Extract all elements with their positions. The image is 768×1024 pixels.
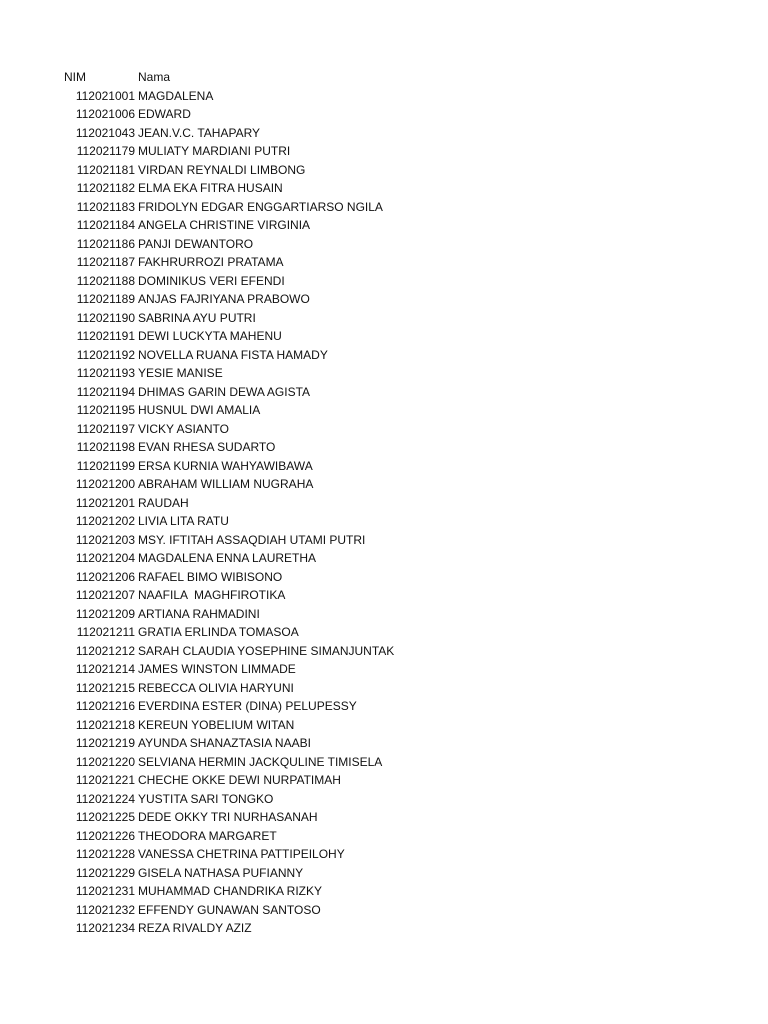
nama-cell: THEODORA MARGARET [138, 828, 277, 843]
table-row [0, 642, 768, 661]
nim-cell: 112021220 [75, 754, 135, 769]
table-row [0, 901, 768, 920]
table-row [0, 309, 768, 328]
table-row [0, 142, 768, 161]
nim-cell: 112021192 [76, 347, 135, 362]
nama-cell: NOVELLA RUANA FISTA HAMADY [138, 347, 328, 362]
nama-cell: YUSTITA SARI TONGKO [138, 791, 274, 806]
nama-cell: FAKHRURROZI PRATAMA [138, 255, 284, 269]
nim-cell: 112021209 [75, 606, 135, 621]
table-row [0, 827, 768, 846]
table-row [0, 198, 768, 217]
table-row [0, 457, 768, 476]
nim-cell: 112021197 [76, 421, 135, 436]
table-row [0, 845, 768, 864]
nim-cell: 112021226 [75, 828, 135, 843]
nama-cell: ABRAHAM WILLIAM NUGRAHA [138, 477, 314, 491]
nama-cell: YESIE MANISE [138, 366, 223, 380]
nama-cell: VICKY ASIANTO [138, 421, 229, 436]
table-row [0, 253, 768, 272]
nama-cell: ANGELA CHRISTINE VIRGINIA [138, 218, 311, 232]
nama-cell: SARAH CLAUDIA YOSEPHINE SIMANJUNTAK [138, 643, 395, 658]
nama-cell: MAGDALENA [138, 88, 214, 103]
nim-cell: 112021229 [75, 865, 135, 880]
table-row [0, 605, 768, 624]
table-row [0, 586, 768, 605]
nim-cell: 112021221 [75, 773, 135, 787]
nim-cell: 112021231 [75, 884, 135, 898]
table-row [0, 568, 768, 587]
nim-cell: 112021200 [75, 477, 135, 491]
nama-cell: JAMES WINSTON LIMMADE [138, 662, 296, 676]
nim-cell: 112021212 [75, 643, 135, 658]
nama-cell: HUSNUL DWI AMALIA [138, 403, 261, 417]
nim-cell: 112021211 [76, 625, 135, 639]
nama-cell: PANJI DEWANTORO [138, 236, 254, 251]
table-row [0, 272, 768, 291]
nama-cell: NAAFILA MAGHFIROTIKA [138, 588, 286, 602]
nim-cell: 112021206 [75, 569, 135, 584]
table-row [0, 438, 768, 457]
nama-cell: SABRINA AYU PUTRI [138, 310, 256, 325]
nim-cell: 112021191 [76, 329, 135, 343]
nim-cell: 112021181 [76, 162, 135, 177]
nama-cell: VIRDAN REYNALDI LIMBONG [138, 162, 306, 177]
nim-cell: 112021188 [76, 273, 135, 288]
table-row [0, 494, 768, 513]
nim-cell: 112021225 [75, 810, 135, 824]
nama-cell: EDWARD [138, 107, 191, 121]
nim-cell: 112021224 [75, 791, 135, 806]
nim-cell: 112021199 [76, 458, 135, 473]
nama-cell: GRATIA ERLINDA TOMASOA [138, 625, 299, 639]
table-row [0, 679, 768, 698]
nim-cell: 112021179 [76, 144, 135, 158]
nim-cell: 112021001 [75, 88, 135, 103]
nim-column-header: NIM [64, 70, 86, 84]
nama-cell: DOMINIKUS VERI EFENDI [138, 273, 285, 288]
nama-cell: ARTIANA RAHMADINI [138, 606, 260, 621]
table-row [0, 697, 768, 716]
nim-cell: 112021190 [76, 310, 135, 325]
nim-cell: 112021195 [76, 403, 135, 417]
table-row [0, 420, 768, 439]
nama-cell: RAFAEL BIMO WIBISONO [138, 569, 283, 584]
nama-cell: LIVIA LITA RATU [138, 514, 229, 528]
nama-cell: VANESSA CHETRINA PATTIPEILOHY [138, 847, 345, 861]
table-row [0, 623, 768, 642]
table-row [0, 864, 768, 883]
table-row [0, 475, 768, 494]
nama-cell: RAUDAH [138, 495, 189, 510]
nim-cell: 112021218 [75, 717, 135, 732]
nama-cell: KEREUN YOBELIUM WITAN [138, 717, 295, 732]
nim-cell: 112021204 [75, 551, 135, 565]
nim-cell: 112021194 [76, 384, 135, 399]
table-row [0, 549, 768, 568]
nama-cell: REBECCA OLIVIA HARYUNI [138, 680, 294, 695]
table-row [0, 327, 768, 346]
nim-cell: 112021232 [75, 902, 135, 917]
student-rows [0, 87, 768, 938]
nama-cell: EVERDINA ESTER (DINA) PELUPESSY [138, 699, 357, 713]
table-row [0, 124, 768, 143]
table-row [0, 235, 768, 254]
nim-cell: 112021203 [75, 532, 135, 547]
table-row [0, 512, 768, 531]
table-row [0, 808, 768, 827]
table-row [0, 179, 768, 198]
nama-cell: EFFENDY GUNAWAN SANTOSO [138, 902, 321, 917]
nim-cell: 112021187 [76, 255, 135, 269]
nim-cell: 112021214 [75, 662, 135, 676]
table-row [0, 734, 768, 753]
nama-cell: MAGDALENA ENNA LAURETHA [138, 551, 317, 565]
table-row [0, 216, 768, 235]
nama-cell: ELMA EKA FITRA HUSAIN [138, 181, 283, 195]
nim-cell: 112021198 [76, 440, 135, 454]
table-row [0, 383, 768, 402]
nim-cell: 112021201 [75, 495, 135, 510]
nama-cell: MULIATY MARDIANI PUTRI [138, 144, 291, 158]
column-header-row [0, 68, 768, 87]
nama-cell: JEAN.V.C. TAHAPARY [138, 125, 261, 140]
nim-cell: 112021234 [75, 921, 135, 935]
nama-cell: ERSA KURNIA WAHYAWIBAWA [138, 458, 313, 473]
table-row [0, 346, 768, 365]
nama-cell: REZA RIVALDY AZIZ [138, 921, 252, 935]
student-list-sheet [0, 68, 768, 938]
nim-cell: 112021186 [76, 236, 135, 251]
table-row [0, 290, 768, 309]
nim-cell: 112021184 [76, 218, 135, 232]
nim-cell: 112021207 [75, 588, 135, 602]
nama-cell: MUHAMMAD CHANDRIKA RIZKY [138, 884, 323, 898]
table-row [0, 105, 768, 124]
nama-cell: DHIMAS GARIN DEWA AGISTA [138, 384, 311, 399]
nama-cell: CHECHE OKKE DEWI NURPATIMAH [138, 773, 341, 787]
nim-cell: 112021193 [76, 366, 135, 380]
table-row [0, 716, 768, 735]
nim-cell: 112021228 [75, 847, 135, 861]
nim-cell: 112021182 [76, 181, 135, 195]
table-row [0, 919, 768, 938]
table-row [0, 87, 768, 106]
nim-cell: 112021043 [75, 125, 135, 140]
table-row [0, 771, 768, 790]
nama-cell: MSY. IFTITAH ASSAQDIAH UTAMI PUTRI [138, 532, 366, 547]
table-row [0, 882, 768, 901]
nama-cell: DEWI LUCKYTA MAHENU [138, 329, 282, 343]
nama-cell: AYUNDA SHANAZTASIA NAABI [138, 736, 311, 750]
table-row [0, 753, 768, 772]
nim-cell: 112021183 [76, 199, 135, 214]
table-row [0, 790, 768, 809]
nim-cell: 112021189 [76, 292, 135, 306]
nama-cell: ANJAS FAJRIYANA PRABOWO [138, 292, 310, 306]
nim-cell: 112021202 [75, 514, 135, 528]
table-row [0, 531, 768, 550]
table-row [0, 161, 768, 180]
nim-cell: 112021219 [75, 736, 135, 750]
nama-column-header: Nama [138, 70, 171, 84]
nim-cell: 112021006 [75, 107, 135, 121]
nama-cell: EVAN RHESA SUDARTO [138, 440, 276, 454]
nama-cell: DEDE OKKY TRI NURHASANAH [138, 810, 318, 824]
nama-cell: SELVIANA HERMIN JACKQULINE TIMISELA [138, 754, 383, 769]
table-row [0, 401, 768, 420]
nama-cell: FRIDOLYN EDGAR ENGGARTIARSO NGILA [138, 199, 383, 214]
nim-cell: 112021216 [75, 699, 135, 713]
table-row [0, 364, 768, 383]
table-row [0, 660, 768, 679]
nama-cell: GISELA NATHASA PUFIANNY [138, 865, 304, 880]
nim-cell: 112021215 [75, 680, 135, 695]
